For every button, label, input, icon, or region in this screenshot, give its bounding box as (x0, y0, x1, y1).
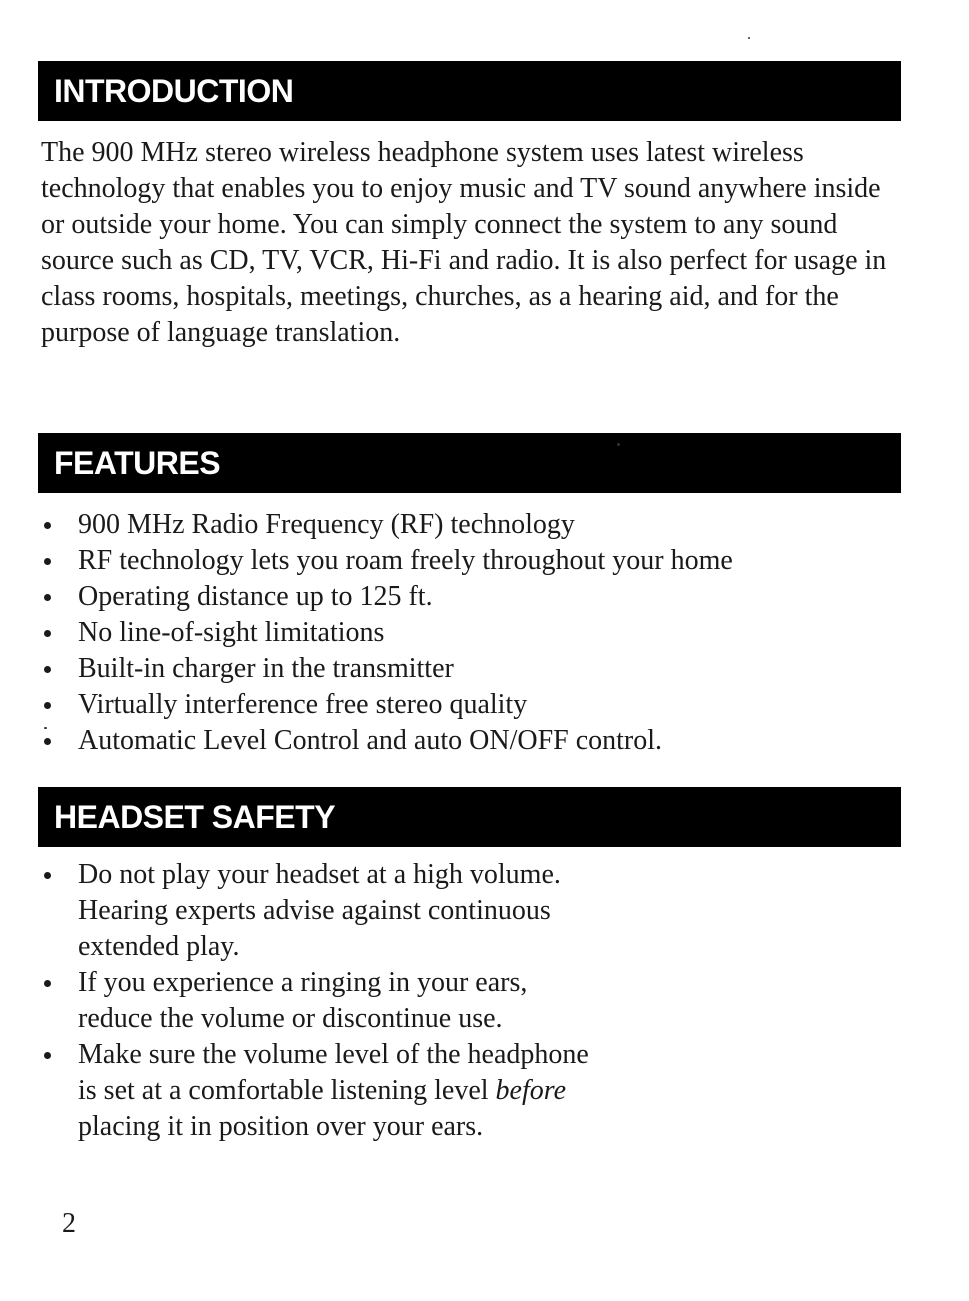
feature-text: Virtually interference free stereo quality (78, 689, 528, 720)
scan-speck (617, 443, 620, 446)
list-item (41, 615, 901, 651)
feature-text: RF technology lets you roam freely throughout your home (78, 545, 733, 576)
list-item (41, 1037, 901, 1145)
feature-text: 900 MHz Radio Frequency (RF) technology (78, 509, 575, 540)
bullet-icon (44, 594, 51, 601)
safety-text-line: Do not play your headset at a high volume. (78, 859, 561, 890)
safety-text-line: placing it in position over your ears. (78, 1111, 484, 1142)
safety-text-line: Make sure the volume level of the headphone (78, 1039, 589, 1070)
list-item (41, 579, 901, 615)
bullet-icon (44, 738, 51, 745)
bullet-icon (44, 666, 51, 673)
list-item (41, 543, 901, 579)
introduction-heading: INTRODUCTION (54, 73, 294, 109)
feature-text: Operating distance up to 125 ft. (78, 581, 433, 612)
bullet-icon (44, 558, 51, 565)
list-item (41, 857, 901, 965)
emphasized-word: before (495, 1075, 567, 1106)
bullet-icon (44, 702, 51, 709)
headset-safety-heading-bar (38, 787, 901, 847)
page-number: 2 (62, 1208, 76, 1239)
scan-speck (748, 37, 750, 39)
features-heading: FEATURES (54, 445, 221, 481)
list-item (41, 723, 901, 759)
feature-text: Automatic Level Control and auto ON/OFF control. (78, 725, 663, 756)
safety-text-line: extended play. (78, 931, 240, 962)
safety-text-line (78, 1073, 901, 1109)
features-heading-bar (38, 433, 901, 493)
list-item (41, 965, 901, 1037)
introduction-heading-bar (38, 61, 901, 121)
bullet-icon (44, 980, 51, 987)
list-item (41, 687, 901, 723)
safety-text-line: reduce the volume or discontinue use. (78, 1003, 503, 1034)
bullet-icon (44, 872, 51, 879)
feature-text: Built-in charger in the transmitter (78, 653, 454, 684)
list-item (41, 651, 901, 687)
headset-safety-heading: HEADSET SAFETY (54, 799, 336, 835)
features-list (41, 507, 901, 759)
safety-text-segment: is set at a comfortable listening level (78, 1075, 496, 1106)
feature-text: No line-of-sight limitations (78, 617, 385, 648)
list-item (41, 507, 901, 543)
introduction-paragraph: The 900 MHz stereo wireless headphone system uses latest wireless technology that enables you to enjoy music and TV sound anywhere inside or outside your home. You can simply connect the system to any sound source such as CD, TV, VCR, Hi-Fi and radio. It is also perfect for usage in class rooms, hospitals, meetings, churches, as a hearing aid, and for the purpose of language translation. (41, 137, 887, 348)
headset-safety-list (41, 857, 901, 1145)
safety-text-line: If you experience a ringing in your ears, (78, 967, 528, 998)
bullet-icon (44, 522, 51, 529)
bullet-icon (44, 1052, 51, 1059)
safety-text-line: Hearing experts advise against continuous (78, 895, 551, 926)
scan-speck (44, 727, 47, 729)
bullet-icon (44, 630, 51, 637)
